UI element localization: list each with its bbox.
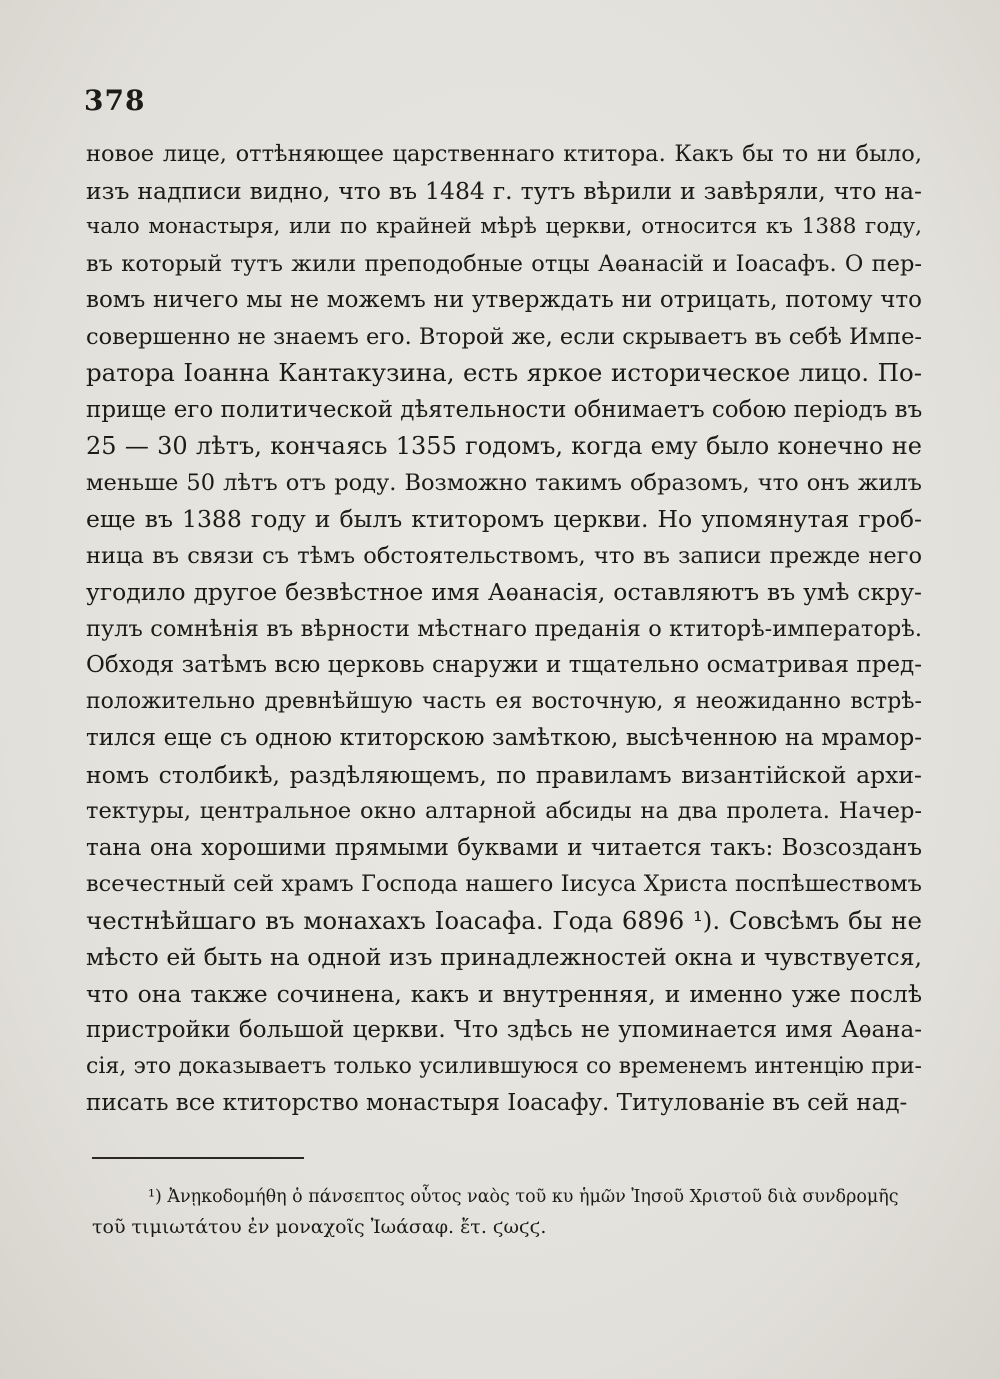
text-line: всечестный сей храмъ Господа нашего Іисуса Христа поспѣшествомъ <box>86 871 922 897</box>
text-line: еще въ 1388 году и былъ ктиторомъ церкви. Но упомянутая гроб- <box>86 505 922 533</box>
text-line: честнѣйшаго въ монахахъ Іоасафа. Года 6896 ¹). Совсѣмъ бы не <box>86 905 922 935</box>
text-line: ница въ связи съ тѣмъ обстоятельствомъ, что въ записи прежде него <box>86 542 922 569</box>
text-line: угодило другое безвѣстное имя Аѳанасія, оставляютъ въ умѣ скру- <box>86 578 922 606</box>
text-line: изъ надписи видно, что въ 1484 г. тутъ вѣрили и завѣряли, что на- <box>86 176 922 205</box>
text-line: положительно древнѣйшую часть ея восточную, я неожиданно встрѣ- <box>86 688 922 714</box>
body-text <box>86 136 922 1122</box>
text-line: прище его политической дѣятельности обнимаетъ собою періодъ въ <box>86 396 923 423</box>
text-line: мѣсто ей быть на одной изъ принадлежностей окна и чувствуется, <box>86 943 922 971</box>
text-line: вомъ ничего мы не можемъ ни утверждать ни отрицать, потому что <box>86 287 922 313</box>
text-line: пулъ сомнѣнія въ вѣрности мѣстнаго преданія о ктиторѣ-императорѣ. <box>86 615 922 642</box>
text-line: новое лице, оттѣняющее царственнаго ктитора. Какъ бы то ни было, <box>86 141 922 167</box>
text-line: ратора Іоанна Кантакузина, есть яркое историческое лицо. По- <box>86 358 922 387</box>
text-line: тектуры, центральное окно алтарной абсиды на два пролета. Начер- <box>86 798 922 824</box>
text-line: совершенно не знаемъ его. Второй же, если скрываетъ въ себѣ Импе- <box>86 323 922 350</box>
text-line: чало монастыря, или по крайней мѣрѣ церкви, относится къ 1388 году, <box>86 214 922 239</box>
text-line: что она также сочинена, какъ и внутренняя, и именно уже послѣ <box>86 979 922 1008</box>
text-line: Обходя затѣмъ всю церковь снаружи и тщательно осматривая пред- <box>86 652 922 678</box>
text-line: пристройки большой церкви. Что здѣсь не упоминается имя Аѳана- <box>86 1017 922 1043</box>
text-line: 25 — 30 лѣтъ, кончаясь 1355 годомъ, когда ему было конечно не <box>86 432 922 460</box>
text-line: номъ столбикѣ, раздѣляющемъ, по правиламъ византійской архи- <box>86 760 922 789</box>
footnote-line: ¹) Ἀνῃκοδομήθη ὁ πάνσεπτος οὗτος ναὸς τοῦ κυ ἡμῶν Ἰησοῦ Χριστοῦ διὰ συνδρομῆς <box>148 1187 899 1207</box>
text-line: въ который тутъ жили преподобные отцы Аѳанасій и Іоасафъ. О пер- <box>86 250 922 277</box>
footnote <box>92 1182 918 1242</box>
text-line: тился еще съ одною ктиторскою замѣткою, высѣченною на мрамор- <box>86 725 922 751</box>
text-line: сія, это доказываетъ только усилившуюся со временемъ интенцію при- <box>86 1053 922 1079</box>
text-line: писать все ктиторство монастыря Іоасафу. Титулованіе въ сей над- <box>86 1090 908 1116</box>
footnote-divider <box>92 1157 304 1159</box>
page-number: 378 <box>84 84 146 117</box>
footnote-line: τοῦ τιμιωτάτου ἐν μοναχοῖς Ἰωάσαφ. ἔτ. ϛωϛϛ. <box>92 1216 547 1238</box>
text-line: меньше 50 лѣтъ отъ роду. Возможно такимъ образомъ, что онъ жилъ <box>86 469 922 496</box>
text-line: тана она хорошими прямыми буквами и читается такъ: Возсозданъ <box>86 834 922 861</box>
